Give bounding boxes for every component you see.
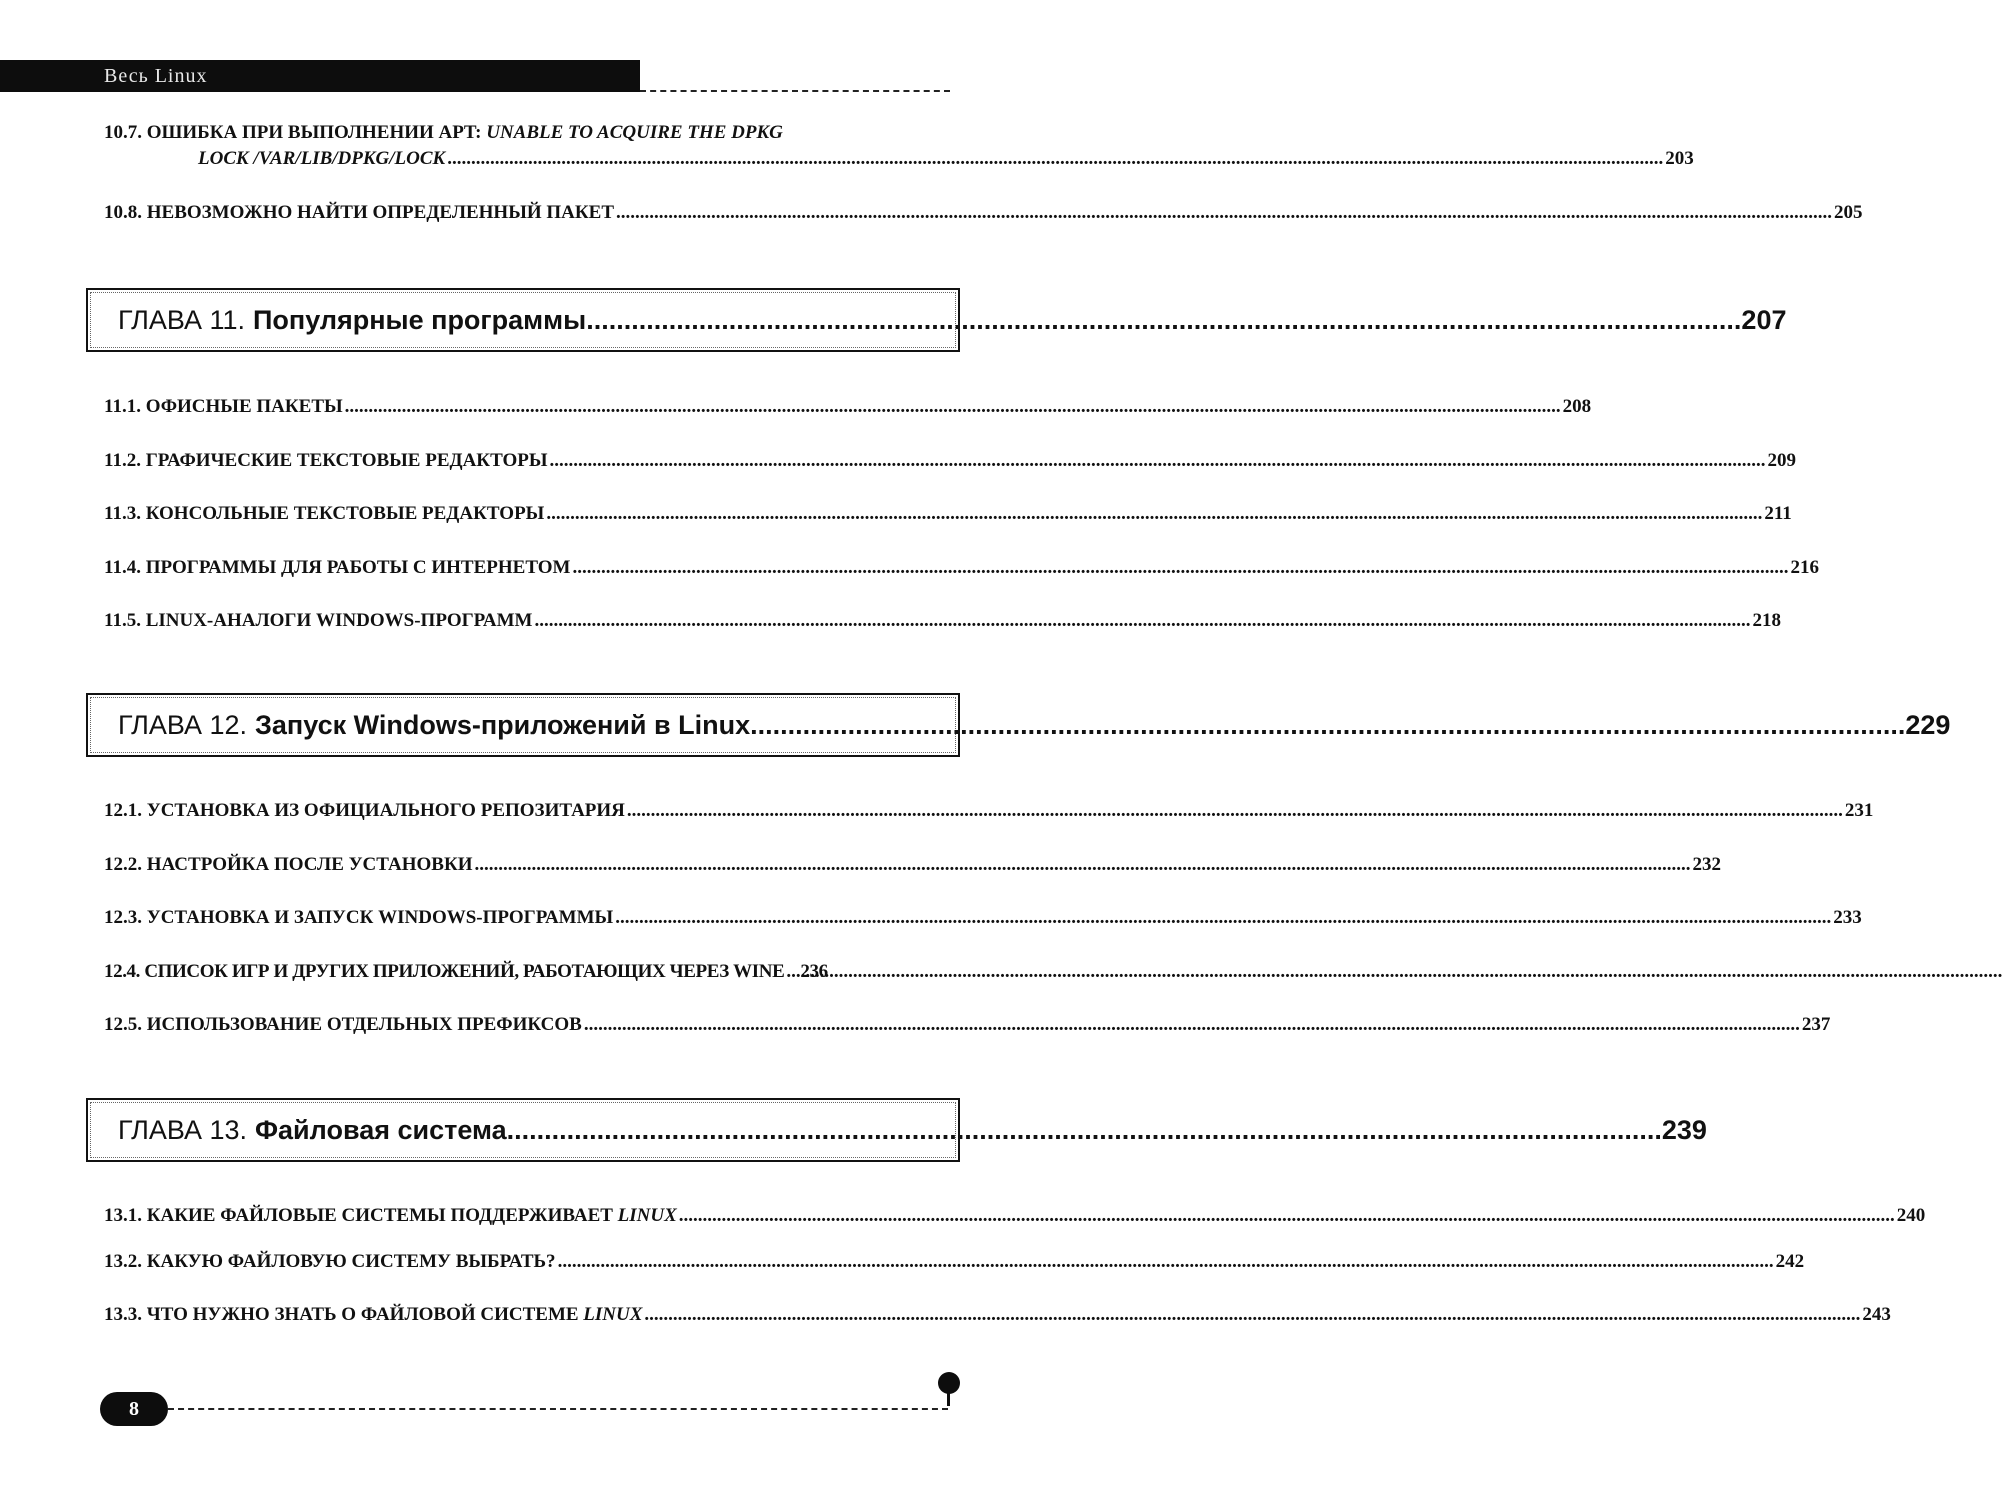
chapter-title: Файловая система xyxy=(255,1115,507,1145)
running-header-title: Весь Linux xyxy=(104,65,208,87)
toc-page-number: 205 xyxy=(1834,202,1863,223)
leader-dots xyxy=(550,448,1766,474)
toc-entry-12-1[interactable] xyxy=(104,798,1874,824)
toc-title: 13.2. КАКУЮ ФАЙЛОВУЮ СИСТЕМУ ВЫБРАТЬ? xyxy=(104,1251,556,1272)
leader-dots xyxy=(475,852,1691,878)
chapter-page-number: 207 xyxy=(1741,305,1787,335)
toc-entry-12-2[interactable] xyxy=(104,852,1722,878)
footer-pin-icon xyxy=(938,1372,960,1394)
toc-page-number: 243 xyxy=(1862,1304,1891,1325)
leader-dots xyxy=(558,1249,1774,1275)
toc-title: 11.4. ПРОГРАММЫ ДЛЯ РАБОТЫ С ИНТЕРНЕТОМ xyxy=(104,557,571,578)
toc-number: 10.7. xyxy=(104,122,142,143)
toc-number: 10.8. xyxy=(104,202,142,223)
toc-page-number: 208 xyxy=(1562,396,1592,417)
toc-title-italic: UNABLE TO ACQUIRE THE DPKG xyxy=(486,122,783,143)
chapter-13-heading[interactable] xyxy=(86,1098,1707,1162)
chapter-title: Популярные программы xyxy=(252,305,587,335)
leader-dots xyxy=(584,1012,1800,1038)
chapter-page-number: 229 xyxy=(1905,710,1951,740)
toc-title: 12.5. ИСПОЛЬЗОВАНИЕ ОТДЕЛЬНЫХ ПРЕФИКСОВ xyxy=(104,1014,582,1035)
toc-page-number: 216 xyxy=(1790,557,1819,578)
header-bar xyxy=(0,60,640,92)
toc-title-italic-line2: LOCK /VAR/LIB/DPKG/LOCK xyxy=(198,148,446,169)
toc-page-number: 218 xyxy=(1752,610,1781,631)
chapter-title: Запуск Windows-приложений в Linux xyxy=(255,710,751,740)
footer-dash-rule xyxy=(168,1408,948,1410)
toc-page-number: 236 xyxy=(800,961,828,982)
toc-title: 11.2. ГРАФИЧЕСКИЕ ТЕКСТОВЫЕ РЕДАКТОРЫ xyxy=(104,450,548,471)
toc-title: 12.3. УСТАНОВКА И ЗАПУСК WINDOWS-ПРОГРАММЫ xyxy=(104,907,614,928)
toc-title-italic: LINUX xyxy=(617,1205,677,1226)
toc-page-number: 233 xyxy=(1833,907,1862,928)
leader-dots xyxy=(534,608,1750,634)
chapter-label: ГЛАВА 11. xyxy=(118,305,245,335)
toc-page-number: 237 xyxy=(1801,1014,1831,1035)
toc-entry-13-1[interactable] xyxy=(104,1203,1926,1229)
chapter-page-number: 239 xyxy=(1661,1115,1707,1145)
toc-page-number: 240 xyxy=(1896,1205,1926,1226)
toc-title: НЕВОЗМОЖНО НАЙТИ ОПРЕДЕЛЕННЫЙ ПАКЕТ xyxy=(146,202,615,223)
toc-entry-12-4[interactable] xyxy=(104,959,944,985)
toc-title: 11.3. КОНСОЛЬНЫЕ ТЕКСТОВЫЕ РЕДАКТОРЫ xyxy=(104,503,545,524)
toc-title: 11.1. ОФИСНЫЕ ПАКЕТЫ xyxy=(104,396,343,417)
leader-dots xyxy=(679,1203,1895,1229)
toc-title: 13.1. КАКИЕ ФАЙЛОВЫЕ СИСТЕМЫ ПОДДЕРЖИВАЕТ xyxy=(104,1205,618,1226)
leader-dots xyxy=(627,798,1843,824)
chapter-label: ГЛАВА 12. xyxy=(118,710,247,740)
leader-dots xyxy=(750,707,1905,743)
leader-dots xyxy=(546,501,1762,527)
toc-page-number: 242 xyxy=(1775,1251,1805,1272)
footer-pin-tail xyxy=(947,1392,950,1406)
toc-title: 11.5. LINUX-АНАЛОГИ WINDOWS-ПРОГРАММ xyxy=(104,610,533,631)
leader-dots xyxy=(572,555,1788,581)
toc-title: ОШИБКА ПРИ ВЫПОЛНЕНИИ APT: xyxy=(146,122,482,143)
toc-page-number: 231 xyxy=(1844,800,1874,821)
toc-title: 12.4. СПИСОК ИГР И ДРУГИХ ПРИЛОЖЕНИЙ, РАБОТАЮЩИХ ЧЕРЕЗ WINE xyxy=(104,961,785,982)
leader-dots xyxy=(786,959,798,985)
toc-entry-11-2[interactable] xyxy=(104,448,1797,474)
toc-page-number: 209 xyxy=(1767,450,1797,471)
toc-page-number: 203 xyxy=(1665,148,1694,169)
toc-entry-13-3[interactable] xyxy=(104,1302,1891,1328)
toc-entry-10-7[interactable] xyxy=(104,120,1694,172)
toc-title-italic: LINUX xyxy=(583,1304,643,1325)
toc-page-number: 232 xyxy=(1692,854,1722,875)
leader-dots xyxy=(507,1112,1662,1148)
chapter-12-heading[interactable] xyxy=(86,693,1951,757)
leader-dots xyxy=(644,1302,1860,1328)
toc-entry-11-3[interactable] xyxy=(104,501,1792,527)
chapter-label: ГЛАВА 13. xyxy=(118,1115,247,1145)
toc-page-number: 211 xyxy=(1764,503,1792,524)
page-number-badge: 8 xyxy=(100,1392,168,1426)
leader-dots xyxy=(615,905,1831,931)
toc-entry-11-4[interactable] xyxy=(104,555,1819,581)
leader-dots xyxy=(586,302,1741,338)
leader-dots xyxy=(345,394,1561,420)
toc-entry-12-5[interactable] xyxy=(104,1012,1831,1038)
toc-entry-12-3[interactable] xyxy=(104,905,1862,931)
leader-dots xyxy=(447,146,1663,172)
toc-entry-11-1[interactable] xyxy=(104,394,1592,420)
chapter-11-heading[interactable] xyxy=(86,288,1787,352)
leader-dots xyxy=(616,200,1832,226)
header-dash-rule xyxy=(640,90,950,92)
toc-title: 12.2. НАСТРОЙКА ПОСЛЕ УСТАНОВКИ xyxy=(104,854,473,875)
toc-title: 13.3. ЧТО НУЖНО ЗНАТЬ О ФАЙЛОВОЙ СИСТЕМЕ xyxy=(104,1304,584,1325)
toc-entry-11-5[interactable] xyxy=(104,608,1781,634)
toc-title: 12.1. УСТАНОВКА ИЗ ОФИЦИАЛЬНОГО РЕПОЗИТАРИЯ xyxy=(104,800,625,821)
toc-entry-13-2[interactable] xyxy=(104,1249,1805,1275)
toc-entry-10-8[interactable] xyxy=(104,200,1863,226)
